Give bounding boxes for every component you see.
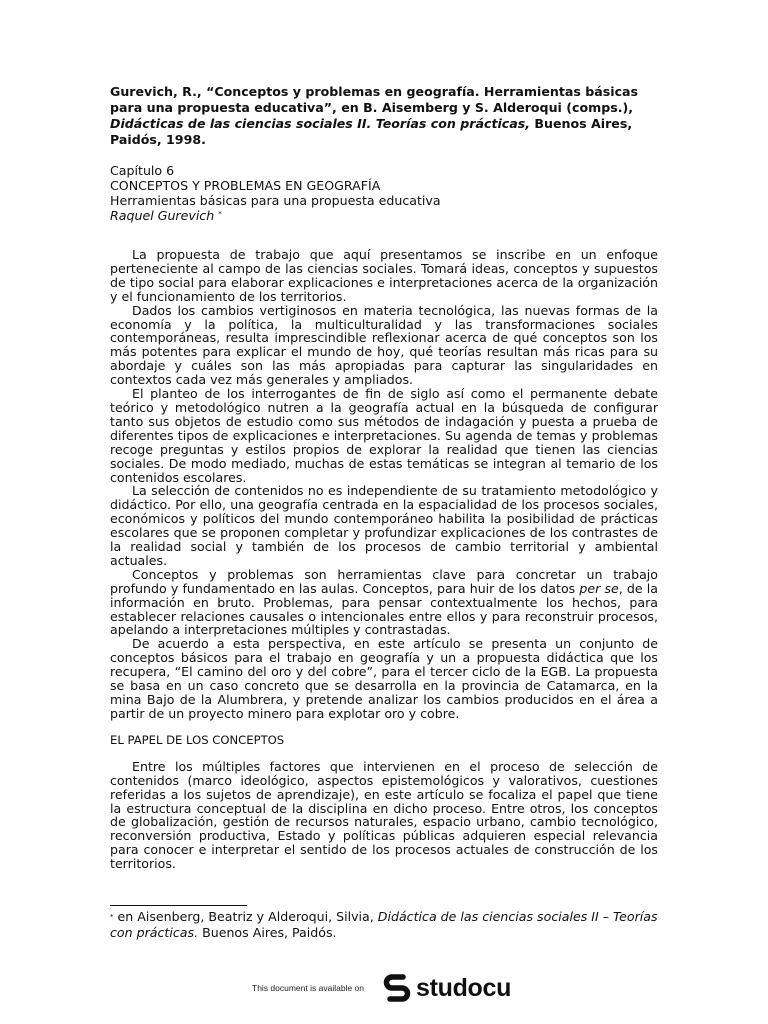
paragraph-text: Conceptos y problemas son herramientas clave para concretar un trabajo profundo y fundamentado en las aulas. Conceptos, para huir de los datos (110, 566, 658, 596)
paragraph: La propuesta de trabajo que aquí presentamos se inscribe en un enfoque perteneciente al campo de las ciencias sociales. Tomará ideas, conceptos y supuestos de tipo social para elaborar explicaciones e interpretaciones acerca de la organización y el funcionamiento de los territorios. (110, 247, 658, 304)
bibliographic-reference (110, 84, 658, 148)
footnote-book-title: Didáctica de las ciencias sociales II – Teorías con prácticas. (110, 909, 658, 940)
footnote-divider (110, 905, 247, 906)
chapter-author-line (110, 208, 658, 223)
paragraph: Entre los múltiples factores que intervienen en el proceso de selección de contenidos (marco ideológico, aspectos epistemológicos y valorativos, cuestiones referidas a los sujetos de aprendizaje), en este artículo se focaliza el papel que tiene la estructura conceptual de la disciplina en dicho proceso. Entre otros, los conceptos de globalización, gestión de recursos naturales, espacio urbano, cambio tecnológico, reconversión productiva, Estado y políticas públicas adquieren especial relevancia para conocer e interpretar el sentido de los procesos actuales de construcción de los territorios. (110, 758, 658, 872)
reference-authors: Gurevich, R., (110, 84, 207, 99)
reference-publisher: Buenos Aires, Paidós, 1998. (110, 116, 633, 147)
chapter-subtitle: Herramientas básicas para una propuesta educativa (110, 193, 441, 208)
footnote-text: en Aisenberg, Beatriz y Alderoqui, Silvia, (113, 909, 378, 924)
document-page (110, 84, 658, 871)
paragraph-emphasis: per se (579, 580, 619, 596)
footnote-text: Buenos Aires, Paidós. (198, 925, 337, 940)
footnote (110, 909, 658, 941)
section-heading: EL PAPEL DE LOS CONCEPTOS (110, 732, 285, 747)
section-body (110, 760, 658, 871)
paragraph: Dados los cambios vertiginosos en materia tecnológica, las nuevas formas de la economía y la política, la multiculturalidad y las transformaciones sociales contemporáneas, resulta imprescindible reflexionar acerca de qué conceptos son los más potentes para explicar el mundo de hoy, qué teorías resultan más ricas para su abordaje y cuáles son las más apropiadas para capturar las singularidades en contextos cada vez más generales y ampliados. (110, 302, 658, 388)
chapter-label: Capítulo 6 (110, 163, 175, 178)
reference-chapter-title: “Conceptos y problemas en geografía. Herramientas básicas para una propuesta educativa”, en B. Aisemberg y S. Alderoqui (comps.), (110, 84, 639, 115)
body-text (110, 248, 658, 721)
chapter-heading (110, 163, 658, 223)
reference-book-title: Didácticas de las ciencias sociales II. Teorías con prácticas, (110, 116, 531, 131)
paragraph-text: , de la información en bruto. Problemas, para pensar contextualmente los hechos, para establecer relaciones causales o intencionales entre ellos y para reconstruir procesos, apelando a interpretaciones múltiples y contrastadas. (110, 580, 659, 638)
chapter-author: Raquel Gurevich (110, 208, 215, 223)
studocu-logo-icon (382, 973, 412, 1003)
availability-text: This document is available on (252, 983, 364, 993)
studocu-logo-text: studocu (415, 973, 512, 1002)
footnote-reference-mark[interactable]: * (218, 210, 222, 218)
paragraph: La selección de contenidos no es independiente de su tratamiento metodológico y didáctico. Por ello, una geografía centrada en la espacialidad de los procesos sociales, económicos y políticos del mundo contemporáneo habilita la posibilidad de prácticas escolares que se proponen completar y profundizar explicaciones de los contrastes de la realidad social y también de los procesos de cambio territorial y ambiental actuales. (110, 483, 658, 568)
paragraph (110, 568, 658, 638)
paragraph: De acuerdo a esta perspectiva, en este artículo se presenta un conjunto de conceptos básicos para el trabajo en geografía y un a propuesta didáctica que los recupera, “El camino del oro y del cobre”, para el tercer ciclo de la EGB. La propuesta se basa en un caso concreto que se desarrolla en la provincia de Catamarca, en la mina Bajo de la Alumbrera, y pretende analizar los cambios producidos en el área a partir de un proyecto minero para explotar oro y cobre. (110, 636, 658, 721)
studocu-footer[interactable] (252, 970, 511, 1006)
paragraph: El planteo de los interrogantes de fin de siglo así como el permanente debate teórico y metodológico nutren a la geografía actual en la búsqueda de configurar tanto sus objetos de estudio como sus métodos de indagación y puesta a prueba de diferentes tipos de explicaciones e interpretaciones. Su agenda de temas y problemas recoge preguntas y estilos propios de explorar la realidad que tienen las ciencias sociales. De modo mediado, muchas de estas temáticas se integran al temario de los contenidos escolares. (110, 386, 658, 485)
chapter-title: CONCEPTOS Y PROBLEMAS EN GEOGRAFÍA (110, 178, 381, 193)
footnote-mark: * (110, 913, 114, 921)
